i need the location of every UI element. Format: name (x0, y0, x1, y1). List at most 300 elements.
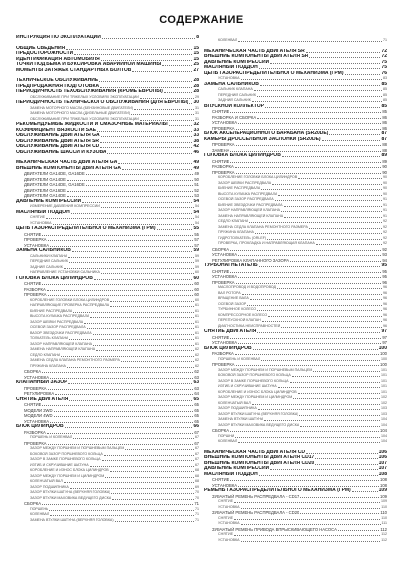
toc-entry-title: ТОЧКИ ПОДЪЕМА И БУКСИРОВКА АВАРИЙНОЙ МАШИНЫ (16, 62, 162, 67)
toc-page-number: 101 (381, 373, 387, 377)
toc-entry-title: ЗАЗОР ВТУЛКИ МАХОВИКА ВЕДУЩЕГО ДИСКА (218, 422, 300, 427)
toc-page-number: 60 (194, 281, 199, 286)
toc-entry-title: КОРОБЛЕНИЕ И ИЗНОС БЛОКА ЦИЛИНДРОВ (218, 389, 297, 394)
dot-leader (257, 332, 380, 333)
dot-leader (300, 426, 380, 427)
dot-leader (49, 510, 194, 511)
dot-leader (230, 338, 381, 339)
dot-leader (67, 196, 193, 197)
dot-leader (290, 382, 380, 383)
toc-page-number: 100 (381, 356, 387, 361)
dot-leader (309, 57, 380, 58)
dot-leader (101, 60, 193, 61)
toc-entry-title: СНЯТИЕ (212, 334, 230, 340)
toc-entry-title: ОСЕВОЙ ЗАЗОР РАСПРЕДВАЛА (30, 325, 86, 329)
toc-page-number: 86 (382, 120, 387, 125)
dot-leader (99, 81, 192, 82)
toc-entry-title: БОКОВОЙ ЗАЗОР ПОРШНЕВОГО КОЛЬЦА (30, 451, 103, 456)
dot-leader (293, 398, 380, 399)
toc-entry-title: УСТАНОВКА (212, 482, 238, 488)
toc-entry-title: НАПРАВЛЕНИЕ УСТАНОВКИ САЛЬНИКА (30, 270, 100, 274)
toc-entry-title: ГОЛОВКА БЛОКА ЦИЛИНДРОВ (204, 153, 281, 158)
toc-page-number: 62 (195, 347, 199, 351)
toc-entry-title: ПЕРЕДНИЙ САЛЬНИК (30, 259, 68, 263)
dot-leader (250, 299, 382, 300)
dot-leader (46, 218, 194, 219)
toc-page-number: 112 (381, 537, 387, 542)
toc-entry-title: ПРЕДПРОДАЖНАЯ ПОДГОТОВКА (16, 83, 100, 89)
dot-leader (315, 458, 377, 459)
toc-page-number: 112 (381, 532, 387, 536)
toc-page-number: 54 (193, 198, 199, 204)
toc-entry-title: ЗАЗОР МЕЖДУ ПОРШНЕМ И ПОРШНЕВЫМ ПАЛЬЦЕМ (30, 446, 125, 450)
dot-leader (236, 365, 379, 366)
toc-entry-title: ЗАМЕНА СЕДЛА КЛАПАНА РЕМОНТНОГО РАЗМЕРА (30, 358, 120, 362)
dot-leader (241, 508, 381, 509)
toc-page-number: 65 (194, 418, 199, 424)
toc-page-number: 95 (382, 274, 387, 279)
toc-entry-title: ДВИГАТЕЛИ GA14DE (24, 176, 66, 182)
toc-entry-title: ПРОВЕРКА (24, 385, 47, 391)
dot-leader (104, 455, 194, 456)
toc-entry-title: БИЕНИЕ ЗВЕЗДОЧКИ РАСПРЕДВАЛА (218, 202, 283, 207)
dot-leader (238, 343, 381, 344)
dot-leader (236, 145, 382, 146)
toc-entry-title: ЗАМЕНА ВТУЛКИ ШАТУНА (ВЕРХНЯЯ ГОЛОВКА) (30, 517, 114, 522)
toc-page-number: 67 (195, 451, 199, 456)
toc-page-number: 90 (382, 169, 387, 175)
toc-entry-title: СНЯТИЕ (30, 215, 45, 219)
dot-leader (72, 251, 193, 252)
dot-leader (50, 422, 193, 423)
toc-entry-title: ПРОВЕРКА (24, 292, 47, 297)
dot-leader (101, 136, 193, 137)
toc-entry-title: БИЕНИЕ РАСПРЕДВАЛА (30, 308, 73, 313)
toc-entry-title: КОРОБЛЕНИЕ И ИЗНОС БЛОКА ЦИЛИНДРОВ (30, 468, 109, 472)
dot-leader (115, 521, 194, 522)
dot-leader (131, 114, 194, 115)
toc-entry-title: СБОРКА (212, 246, 230, 252)
dot-leader (48, 240, 194, 241)
toc-entry-title: РАЗБОРКА (24, 429, 46, 435)
dot-leader (94, 279, 193, 280)
toc-page-number: 89 (381, 153, 387, 158)
toc-entry-title: ПРОВЕРКА (212, 142, 235, 147)
toc-page-number: 97 (382, 340, 387, 345)
toc-column-left (16, 35, 199, 523)
dot-leader (236, 129, 382, 130)
toc-page-number: 27 (193, 67, 199, 73)
toc-page-number: 15 (193, 56, 199, 62)
toc-entry-title: РЕГУЛИРОВКА КЛАПАННОГО ЗАЗОРА (212, 257, 290, 263)
dot-leader (164, 92, 193, 93)
toc-page-number: 75 (381, 59, 387, 65)
toc-page-number: 86 (382, 125, 387, 131)
toc-entry-title: МЕХАНИЧЕСКАЯ ЧАСТЬ ДВИГАТЕЛЯ CD (204, 449, 306, 455)
toc-page-number: 101 (381, 378, 387, 383)
toc-entry-title: КОРОБЛЕНИЕ ГОЛОВКИ БЛОКА ЦИЛИНДРОВ (218, 175, 298, 179)
toc-page-number: 109 (378, 488, 387, 493)
toc-page-number: 29 (195, 94, 199, 99)
toc-entry-title: ГИДРОТОЛКАТЕЛЬ (ORLEF) (218, 235, 267, 240)
toc-page-number: 90 (383, 186, 387, 190)
toc-entry-title: ЗАМЕНА СЕДЛА КЛАПАНА РЕМОНТНОГО РАЗМЕРА (218, 224, 308, 229)
toc-page-number: 92 (383, 219, 387, 223)
toc-entry-title: КОЛЕНЧАТЫЙ ВАЛ (218, 400, 251, 405)
toc-page-number: 91 (383, 197, 387, 201)
toc-page-number: 60 (194, 286, 199, 292)
dot-leader (42, 284, 193, 285)
toc-entry-title: УСТАНОВКА (30, 220, 52, 225)
toc-page-number: 31 (195, 105, 199, 110)
toc-page-number: 61 (195, 319, 199, 324)
toc-entry-title: ЗУБЧАТЫЙ РЕМЕНЬ ПРИВОДА ВПРЫСКИВАЮЩЕГО НАСОСА (212, 526, 337, 532)
toc-page-number: 25 (193, 62, 199, 67)
toc-entry-title: ЗАДНИЙ САЛЬНИК (218, 98, 251, 102)
toc-entry-title: ОБСЛУЖИВАНИЕ ШАССИ И КУЗОВА (16, 149, 107, 155)
dot-leader (257, 118, 381, 119)
dot-leader (64, 482, 194, 483)
dot-leader (275, 200, 382, 201)
dot-leader (110, 301, 194, 302)
dot-leader (300, 497, 379, 498)
toc-entry-title: РЕМЕНЬ ГАЗОРАСПРЕДЕЛИТЕЛЬНОГО МЕХАНИЗМА (ГРМ) (204, 488, 351, 493)
dot-leader (67, 367, 194, 368)
toc-entry-title: УСТАНОВКА (218, 521, 240, 525)
toc-page-number: 62 (195, 358, 199, 362)
page-title: СОДЕРЖАНИЕ (159, 14, 244, 26)
toc-page-number: 49 (193, 160, 199, 165)
dot-leader (74, 54, 192, 55)
toc-entry-title: ОБСЛУЖИВАНИЕ ДВИГАТЕЛЯ SR (16, 138, 100, 144)
toc-page-number: 55 (193, 226, 199, 231)
dot-leader (260, 85, 381, 86)
toc-entry-title: ЗАЗОР ШЕЙКИ РАСПРЕДВАЛА (218, 180, 272, 185)
toc-page-number: 61 (195, 314, 199, 318)
toc-page-number: 85 (382, 109, 387, 114)
dot-leader (100, 147, 192, 148)
toc-entry-title: БОКОВОЙ ЗАЗОР ПОРШНЕВОГО КОЛЬЦА (218, 373, 291, 377)
dot-leader (230, 250, 381, 251)
toc-entry-title: КОЛЕНЧАТЫЙ ВАЛ (30, 479, 63, 483)
dot-leader (238, 442, 380, 443)
toc-entry-title: ПЕРЕДНИЙ САЛЬНИК (218, 92, 256, 97)
toc-page-number: 51 (194, 182, 199, 187)
dot-leader (50, 515, 194, 516)
dot-leader (42, 372, 193, 373)
dot-leader (329, 134, 380, 135)
toc-page-number: 96 (382, 279, 387, 285)
toc-entry-title: МАСЛЯНЫЙ ПОДДОН (16, 209, 70, 215)
dot-leader (102, 460, 194, 461)
toc-entry-title: БЛОК ЦИЛИНДРОВ (16, 424, 64, 429)
dot-leader (169, 125, 193, 126)
dot-leader (69, 400, 192, 401)
toc-entry-title: КЛАПАННЫЙ ЗАЗОР (16, 380, 68, 385)
toc-page-number: 63 (194, 385, 199, 391)
toc-entry-title: ДВИГАТЕЛИ GA14DE (24, 193, 66, 198)
dot-leader (64, 268, 194, 269)
toc-entry-title: ДАВЛЕНИЕ КОМПРЕССИИ (204, 59, 270, 65)
toc-page-number: 71 (195, 506, 199, 511)
dot-leader (247, 305, 382, 306)
dot-leader (241, 541, 381, 542)
toc-page-number: 103 (381, 406, 387, 410)
toc-entry-title: ПЕРЕПУСКНОЙ КЛАПАН (218, 318, 261, 322)
dot-leader (306, 52, 381, 53)
dot-leader (278, 387, 380, 388)
toc-page-number: 52 (194, 187, 199, 193)
toc-page-number: 61 (195, 341, 199, 346)
toc-entry-title: ВРАЩЕНИЕ ВАЛА (218, 296, 249, 300)
dot-leader (264, 420, 380, 421)
toc-entry-title: ДАВЛЕНИЕ КОМПРЕССИИ (16, 198, 82, 204)
toc-entry-title: САЛЬНИК КЛАПАНА (218, 87, 253, 91)
toc-entry-title: ИНСТРУКЦИЯ ПО ЭКСПЛУАТАЦИИ (16, 35, 101, 40)
toc-page-number: 85 (381, 103, 387, 109)
toc-entry-title: СНЯТИЕ (212, 158, 230, 164)
toc-entry-title: ПОРШЕНЬ И КОЛЕНВАЛ (218, 356, 261, 361)
dot-leader (281, 327, 382, 328)
dot-leader (298, 393, 380, 394)
toc-entry-title: ДВИГАТЕЛИ GA14DE, GA16DE (24, 182, 85, 187)
dot-leader (252, 101, 382, 102)
dot-leader (238, 255, 381, 256)
toc-entry-title: СНЯТИЕ ДВИГАТЕЛЯ (16, 396, 69, 402)
toc-entry-title: ЗУБЧАТЫЙ РЕМЕНЬ РАСПРЕДВАЛА - CD17 (212, 493, 300, 499)
dot-leader (278, 195, 382, 196)
toc-page-number: 104 (380, 428, 387, 433)
dot-leader (68, 383, 192, 384)
toc-entry-title: ОБСЛУЖИВАНИЕ ДВИГАТЕЛЯ CD (16, 144, 100, 149)
toc-page-number: 59 (195, 253, 199, 258)
dot-leader (238, 486, 379, 487)
toc-page-number: 49 (194, 171, 199, 176)
dot-leader (50, 378, 193, 379)
toc-entry-title: ОБСЛУЖИВАНИЕ ДВИГАТЕЛЯ GA (16, 133, 100, 138)
toc-page-number: 55 (194, 231, 199, 237)
dot-leader (69, 262, 194, 263)
toc-page-number: 72 (381, 54, 387, 59)
toc-entry-title: КОЭФФИЦИЕНТ ВЯЗКОСТИ SAE (16, 127, 97, 133)
toc-page-number: 71 (383, 38, 387, 42)
toc-page-number: 54 (195, 220, 199, 225)
toc-page-number: 93 (382, 252, 387, 257)
toc-entry-title: МАСЛЯНЫЙ ПОДДОН (204, 65, 258, 70)
toc-page-number: 62 (194, 369, 199, 374)
toc-page-number: 33 (193, 133, 199, 138)
toc-page-number: 96 (383, 323, 387, 328)
dot-leader (315, 464, 377, 465)
dot-leader (82, 202, 192, 203)
dot-leader (230, 480, 379, 481)
dot-leader (306, 453, 378, 454)
toc-page-number: 59 (193, 248, 199, 253)
toc-entry-title: ЦЕПЬ ГАЗОРАСПРЕДЕЛИТЕЛЬНОГО МЕХАНИЗМА (ГРМ) (16, 226, 156, 231)
toc-entry-title: ЗАЗОР МЕЖДУ ПОРШНЕМ И ЦИЛИНДРОМ (218, 395, 293, 399)
dot-leader (53, 224, 194, 225)
toc-page-number: 103 (381, 411, 387, 416)
toc-page-number: 28 (193, 83, 199, 89)
toc-column-right (204, 38, 387, 543)
toc-entry-row[interactable] (16, 518, 199, 524)
dot-leader (140, 120, 194, 121)
toc-page-number: 68 (195, 473, 199, 478)
toc-entry-title: ЗАЗОР МЕЖДУ ПОРШНЕМ И ЦИЛИНДРОМ (30, 473, 105, 478)
toc-page-number: 111 (381, 521, 387, 525)
toc-entry-title: УСТАНОВКА (212, 340, 238, 345)
dot-leader (230, 272, 381, 273)
dot-leader (230, 151, 381, 152)
toc-entry-title: ТУРБИННОЕ КОЛЕСО (218, 307, 257, 311)
toc-entry-title: ЗАМЕНА МОТОРНОГО МАСЛА (ДИЗЕЛЬНЫЕ ДВИГАТЕЛИ) (30, 111, 131, 115)
toc-page-number: 83 (383, 76, 387, 80)
toc-page-number: 85 (383, 92, 387, 97)
toc-page-number: 60 (193, 275, 199, 281)
toc-entry-title: ЗАМЕНА САЛЬНИКОВ (16, 248, 71, 253)
dot-leader (100, 87, 192, 88)
toc-entry-title: ВНЕШНИЕ КОМПОНЕНТЫ ДВИГАТЕЛЯ CD17 (204, 455, 315, 460)
toc-entry-title: ИЗМЕРЕНИЕ ДАВЛЕНИЯ КОМПРЕССИИ (30, 204, 100, 208)
dot-leader (252, 404, 380, 405)
dot-leader (238, 123, 381, 124)
toc-entry-title: ДВИГАТЕЛИ GA14DE, GA16DE (24, 171, 85, 176)
dot-leader (268, 316, 382, 317)
toc-entry-title: КОЛЕНВАЛ (218, 38, 238, 42)
toc-page-number: 108 (378, 471, 387, 477)
toc-entry-title: СЕДЛО КЛАПАНА (30, 352, 61, 357)
toc-entry-title: ПРУЖИНА КЛАПАНА (218, 230, 254, 234)
dot-leader (111, 493, 194, 494)
toc-entry-title: ЗАЗОР ПОДШИПНИКА (30, 484, 69, 489)
toc-entry-title: УСТАНОВКА (218, 504, 240, 509)
toc-entry-title: ПРУЖИНА КЛАПАНА (30, 363, 66, 368)
dot-leader (230, 162, 381, 163)
dot-leader (235, 167, 382, 168)
dot-leader (101, 273, 194, 274)
toc-page-number: 31 (195, 116, 199, 121)
dot-leader (67, 191, 193, 192)
toc-page-number: 15 (193, 45, 199, 51)
dot-leader (102, 38, 195, 39)
dot-leader (68, 257, 194, 258)
toc-entry-title: ЗАМЕНА НАПРАВЛЯЮЩЕЙ КЛАПАНА (218, 213, 284, 218)
dot-leader (47, 433, 194, 434)
dot-leader (258, 409, 380, 410)
toc-entry-title: СБОРКА (24, 501, 42, 506)
toc-entry-title: БИЕНИЕ РАСПРЕДВАЛА (218, 186, 261, 190)
toc-page-number: 104 (381, 439, 387, 443)
toc-page-number: 95 (381, 263, 387, 268)
toc-page-number: 60 (195, 297, 199, 302)
dot-leader (272, 184, 382, 185)
dot-leader (242, 294, 382, 295)
toc-entry-title: ПОРШЕНЬ (30, 506, 49, 511)
toc-page-number: 46 (193, 149, 199, 155)
dot-leader (265, 107, 380, 108)
dot-leader (284, 206, 382, 207)
toc-page-number: 97 (382, 334, 387, 340)
toc-page-number: 67 (195, 435, 199, 439)
toc-page-number: 90 (383, 191, 387, 196)
toc-entry-title: ПРОВЕРКА (24, 237, 47, 242)
dot-leader (298, 178, 382, 179)
toc-entry-title: МЕХАНИЧЕСКАЯ ЧАСТЬ ДВИГАТЕЛЯ SR (204, 48, 305, 54)
dot-leader (313, 371, 380, 372)
toc-entry-title: МОДЕЛИ 4WD (24, 413, 53, 418)
toc-entry-title: ПЕРИОДИЧНОСТЬ ТЕХНИЧЕСКОГО ОБСЛУЖИВАНИЯ (ДЛЯ ЕВРОПЫ) (16, 100, 189, 105)
toc-entry-title: ЗАЗОР НАПРАВЛЯЮЩЕЙ КЛАПАНА (30, 341, 93, 346)
toc-page-number: 67 (195, 462, 199, 467)
dot-leader (241, 524, 381, 525)
dot-leader (254, 90, 382, 91)
dot-leader (281, 211, 382, 212)
toc-page-number: 88 (382, 147, 387, 153)
toc-entry-row[interactable] (204, 538, 387, 544)
toc-page-number: 90 (382, 164, 387, 169)
toc-page-number: 54 (195, 204, 199, 208)
toc-page-number: 87 (381, 131, 387, 136)
toc-page-number: 92 (383, 235, 387, 240)
toc-page-number: 71 (195, 517, 199, 522)
dot-leader (96, 350, 194, 351)
dot-leader (107, 153, 192, 154)
toc-entry-title: ПОРШЕНЬ И КОЛЕНВАЛ (30, 435, 73, 439)
toc-page-number: 70 (195, 490, 199, 494)
toc-page-number: 65 (194, 402, 199, 407)
toc-entry-title: ИЗГИБ И СКРУЧИВАНИЕ ШАТУНА (30, 462, 89, 467)
dot-leader (261, 189, 382, 190)
dot-leader (300, 513, 379, 514)
toc-entry-title: ПРОВЕРКА, ПРОКЛАДКА И НАПРАВЛЯЮЩАЯ КЛАПАНА (218, 241, 315, 245)
dot-leader (235, 354, 379, 355)
toc-entry-title: РАЗБОРКА (24, 286, 46, 292)
toc-page-number: 85 (383, 98, 387, 102)
toc-entry-title: ЦЕПЬ ГАЗОРАСПРЕДЕЛИТЕЛЬНОГО МЕХАНИЗМА (ГРМ) (204, 70, 344, 76)
toc-page-number: 28 (193, 78, 199, 83)
toc-entry-title: УСТАНОВКА (24, 418, 50, 424)
toc-page-number: 101 (381, 384, 387, 388)
dot-leader (73, 438, 194, 439)
dot-leader (270, 63, 380, 64)
dot-leader (238, 277, 381, 278)
dot-leader (86, 174, 194, 175)
dot-leader (61, 356, 194, 357)
dot-leader (292, 376, 380, 377)
toc-page-number: 71 (194, 501, 199, 506)
dot-leader (270, 469, 377, 470)
dot-leader (90, 317, 194, 318)
toc-page-number: 107 (378, 460, 387, 466)
toc-page-number: 96 (383, 296, 387, 300)
toc-entry-title: ПРОВЕРКА (212, 362, 235, 367)
toc-entry-title: ЗАЗОР МЕЖДУ ПОРШНЕМ И ПОРШНЕВЫМ ПАЛЬЦЕМ (218, 367, 313, 372)
toc-entry-title: ДИАГНОСТИКА НЕИСПРАВНОСТЕЙ (218, 323, 281, 328)
dot-leader (162, 65, 192, 66)
dot-leader (125, 449, 194, 450)
toc-entry-title: ЗАЗОР ВТУЛКИ МАХОВИКА ВЕДУЩЕГО ДИСКА (30, 495, 112, 500)
toc-page-number: 100 (378, 345, 387, 351)
dot-leader (105, 477, 194, 478)
toc-page-number: 61 (195, 330, 199, 335)
toc-entry-title: СНЯТИЕ (24, 402, 42, 407)
toc-page-number: 63 (194, 374, 199, 380)
toc-page-number: 76 (381, 70, 387, 76)
toc-entry-title: УСТАНОВКА (218, 76, 240, 80)
toc-page-number: 8 (196, 35, 199, 40)
toc-page-number: 38 (193, 138, 199, 144)
dot-leader (54, 411, 194, 412)
